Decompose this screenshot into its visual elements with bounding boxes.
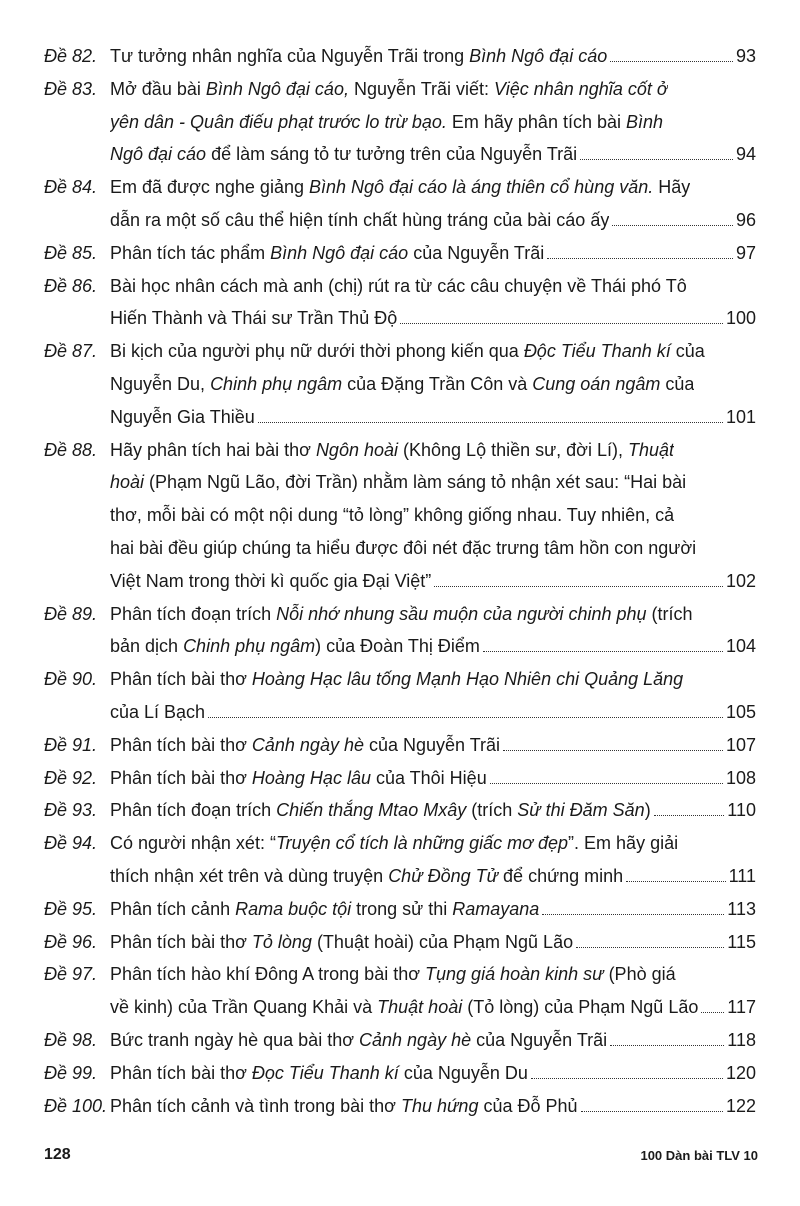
entry-text — [110, 438, 674, 462]
entry-text — [110, 142, 577, 166]
entry-text-segment: Em hãy phân tích bài — [446, 111, 626, 132]
entry-text-segment: Bi kịch của người phụ nữ dưới thời phong kiến qua — [110, 341, 524, 362]
entry-text-segment: Hãy — [653, 177, 691, 198]
entry-text-segment: (Tỏ lòng) của Phạm Ngũ Lão — [462, 997, 699, 1018]
italic-title: hoài — [110, 472, 145, 493]
entry-line — [110, 372, 756, 396]
entry-number: Đề 93. — [44, 800, 98, 821]
toc-entry — [44, 438, 756, 602]
entry-line — [110, 831, 756, 855]
dot-leader — [258, 422, 723, 423]
entry-text — [110, 930, 573, 954]
entry-text — [110, 241, 544, 265]
entry-page-number: 115 — [727, 931, 756, 952]
entry-page-number: 108 — [725, 767, 756, 788]
entry-number: Đề 83. — [44, 78, 98, 99]
entry-text — [110, 405, 255, 429]
entry-text-segment: của Nguyễn Trãi — [408, 242, 545, 263]
toc-entry — [44, 962, 756, 1028]
entry-page-number: 113 — [727, 898, 756, 919]
entry-text-segment: (Thuật hoài) của Phạm Ngũ Lão — [311, 931, 574, 952]
entry-text-segment: Phân tích bài thơ — [110, 767, 252, 788]
toc-entry — [44, 766, 756, 799]
dot-leader — [580, 159, 733, 160]
entry-text-segment: để làm sáng tỏ tư tưởng trên của Nguyễn Trãi — [206, 144, 578, 165]
entry-number: Đề 87. — [44, 341, 98, 362]
entry-text-segment: Mở đầu bài — [110, 78, 206, 99]
entry-text-segment: của — [660, 373, 695, 394]
entry-text — [110, 44, 607, 68]
entry-text-segment: Bài học nhân cách mà anh (chị) rút ra từ các câu chuyện về Thái phó Tô — [110, 275, 687, 296]
entry-text — [110, 667, 683, 691]
entry-text-segment: thích nhận xét trên và dùng truyện — [110, 865, 389, 886]
entry-text — [110, 569, 431, 593]
entry-number: Đề 94. — [44, 833, 98, 854]
entry-line — [110, 77, 756, 101]
entry-text — [110, 798, 651, 822]
italic-title: Ngôn hoài — [315, 439, 399, 460]
entry-text — [110, 1028, 607, 1052]
entry-number: Đề 85. — [44, 242, 98, 263]
entry-text-segment: (Không Lộ thiền sư, đời Lí), — [398, 439, 628, 460]
entry-text-segment: của Đỗ Phủ — [478, 1095, 578, 1116]
entry-text — [110, 602, 693, 626]
entry-number: Đề 92. — [44, 767, 98, 788]
entry-number: Đề 84. — [44, 177, 98, 198]
dot-leader — [576, 947, 724, 948]
entry-number: Đề 100. — [44, 1095, 108, 1116]
italic-title: Tỏ lòng — [251, 931, 312, 952]
entry-number: Đề 89. — [44, 603, 98, 624]
toc-entry — [44, 44, 756, 77]
entry-text — [110, 766, 487, 790]
toc-entry — [44, 733, 756, 766]
entry-line — [110, 1094, 756, 1118]
entry-text — [110, 372, 694, 396]
italic-title: Bình — [626, 111, 664, 132]
entry-text-segment: trong sử thi — [351, 898, 453, 919]
entry-number: Đề 82. — [44, 46, 98, 66]
dot-leader — [490, 783, 723, 784]
entry-line — [110, 1028, 756, 1052]
italic-title: Nỗi nhớ nhung sầu muộn của người chinh phụ — [276, 603, 647, 624]
entry-text-segment: Nguyễn Du, — [110, 373, 211, 394]
italic-title: Truyện cổ tích là những giấc mơ đẹp — [275, 833, 569, 854]
entry-number: Đề 96. — [44, 931, 98, 952]
entry-line — [110, 667, 756, 691]
entry-line — [110, 864, 756, 888]
entry-page-number: 102 — [725, 570, 756, 591]
entry-page-number: 122 — [725, 1095, 756, 1116]
toc-entry — [44, 241, 756, 274]
entry-page-number: 105 — [725, 701, 756, 722]
entry-page-number: 94 — [735, 144, 756, 165]
entry-line — [110, 798, 756, 822]
entry-number: Đề 99. — [44, 1062, 98, 1083]
entry-text-segment: Có người nhận xét: “ — [110, 833, 276, 854]
entry-text — [110, 897, 539, 921]
entry-text-segment: Phân tích tác phẩm — [110, 242, 271, 263]
entry-line — [110, 733, 756, 757]
entry-text-segment: để chứng minh — [498, 865, 624, 886]
entry-text — [110, 110, 663, 134]
entry-line — [110, 175, 756, 199]
entry-text-segment: Phân tích đoạn trích — [110, 800, 277, 821]
entry-text-segment: Phân tích bài thơ — [110, 669, 252, 690]
toc-entry — [44, 930, 756, 963]
italic-title: Chiến thắng Mtao Mxây — [276, 800, 467, 821]
italic-title: Bình Ngô đại cáo là áng thiên cổ hùng văn. — [308, 177, 654, 198]
entry-number: Đề 91. — [44, 734, 98, 755]
entry-page-number: 93 — [735, 46, 756, 66]
italic-title: Bình Ngô đại cáo, — [205, 78, 349, 99]
entry-page-number: 104 — [725, 636, 756, 657]
italic-title: yên dân - Quân điếu phạt trước lo trừ bạo. — [110, 111, 447, 132]
entry-page-number: 96 — [735, 209, 756, 230]
italic-title: Thu hứng — [401, 1095, 479, 1116]
entry-text-segment: của Nguyễn Trãi — [471, 1030, 608, 1050]
entry-text-segment: (trích — [466, 800, 518, 821]
entry-text-segment: Phân tích đoạn trích — [110, 603, 277, 624]
entry-page-number: 107 — [725, 734, 756, 755]
entry-text-segment: Phân tích bài thơ — [110, 1062, 252, 1083]
entry-line — [110, 536, 756, 560]
entry-text-segment: ) — [644, 800, 651, 821]
entry-line — [110, 142, 756, 166]
italic-title: Thuật hoài — [377, 997, 463, 1018]
dot-leader — [610, 1045, 724, 1046]
entry-text — [110, 1061, 528, 1085]
entry-number: Đề 98. — [44, 1030, 98, 1050]
entry-text — [110, 470, 686, 494]
italic-title: Cung oán ngâm — [532, 373, 661, 394]
dot-leader — [434, 586, 723, 587]
entry-text-segment: thơ, mỗi bài có một nội dung “tỏ lòng” không giống nhau. Tuy nhiên, cả — [110, 505, 675, 526]
dot-leader — [531, 1078, 723, 1079]
dot-leader — [208, 717, 723, 718]
entry-text-segment: của — [670, 341, 705, 362]
entry-text — [110, 634, 480, 658]
entry-line — [110, 897, 756, 921]
entry-text — [110, 1094, 578, 1118]
italic-title: Đọc Tiểu Thanh kí — [251, 1062, 399, 1083]
entry-text-segment: Hiến Thành và Thái sư Trần Thủ Độ — [110, 308, 398, 329]
toc-entry — [44, 831, 756, 897]
italic-title: Thuật — [628, 439, 675, 460]
dot-leader — [503, 750, 723, 751]
entry-number: Đề 97. — [44, 964, 98, 985]
italic-title: Chử Đồng Tử — [388, 865, 499, 886]
italic-title: Ramayana — [452, 898, 540, 919]
entry-line — [110, 634, 756, 658]
entry-line — [110, 766, 756, 790]
book-title: 100 Dàn bài TLV 10 — [640, 1148, 758, 1163]
entry-text-segment: Việt Nam trong thời kì quốc gia Đại Việt” — [110, 570, 432, 591]
entry-line — [110, 602, 756, 626]
italic-title: Bình Ngô đại cáo — [270, 242, 409, 263]
entry-text-segment: Nguyễn Trãi viết: — [348, 78, 495, 99]
entry-text-segment: của Lí Bạch — [110, 701, 206, 722]
entry-text — [110, 536, 696, 560]
entry-line — [110, 405, 756, 429]
entry-text — [110, 274, 687, 298]
entry-page-number: 117 — [727, 997, 756, 1018]
entry-page-number: 97 — [735, 242, 756, 263]
entry-text-segment: Bức tranh ngày hè qua bài thơ — [110, 1030, 360, 1050]
entry-line — [110, 569, 756, 593]
entry-text — [110, 77, 668, 101]
toc-entry — [44, 274, 756, 340]
entry-text-segment: của Thôi Hiệu — [370, 767, 487, 788]
dot-leader — [581, 1111, 723, 1112]
entry-line — [110, 470, 756, 494]
entry-line — [110, 274, 756, 298]
dot-leader — [654, 815, 725, 816]
entry-line — [110, 995, 756, 1019]
italic-title: Sử thi Đăm Săn — [517, 800, 645, 821]
dot-leader — [612, 225, 733, 226]
entry-text — [110, 339, 705, 363]
italic-title: Cảnh ngày hè — [359, 1030, 472, 1050]
entry-page-number: 120 — [725, 1062, 756, 1083]
italic-title: Chinh phụ ngâm — [210, 373, 343, 394]
entry-text-segment: (Phò giá — [603, 964, 676, 985]
toc-entry — [44, 1061, 756, 1094]
entry-text — [110, 208, 609, 232]
toc-entry — [44, 175, 756, 241]
entry-text-segment: ”. Em hãy giải — [568, 833, 679, 854]
entry-page-number: 100 — [725, 308, 756, 329]
entry-text-segment: Phân tích hào khí Đông A trong bài thơ — [110, 964, 426, 985]
entry-text-segment: của Nguyễn Trãi — [363, 734, 501, 755]
italic-title: Chinh phụ ngâm — [183, 636, 316, 657]
italic-title: Hoàng Hạc lâu tống Mạnh Hạo Nhiên chi Quảng Lăng — [251, 669, 684, 690]
entry-line — [110, 208, 756, 232]
italic-title: Cảnh ngày hè — [251, 734, 364, 755]
entry-text — [110, 306, 397, 330]
toc-entry — [44, 798, 756, 831]
entry-line — [110, 110, 756, 134]
dot-leader — [483, 651, 723, 652]
entry-line — [110, 339, 756, 363]
entry-text — [110, 700, 205, 724]
entry-text-segment: dẫn ra một số câu thể hiện tính chất hùng tráng của bài cáo ấy — [110, 209, 610, 230]
italic-title: Tụng giá hoàn kinh sư — [425, 964, 604, 985]
toc-entry — [44, 667, 756, 733]
entry-text — [110, 995, 698, 1019]
entry-line — [110, 700, 756, 724]
entry-text-segment: về kinh) của Trần Quang Khải và — [110, 997, 378, 1018]
entry-text-segment: Em đã được nghe giảng — [110, 177, 309, 198]
entry-number: Đề 86. — [44, 275, 98, 296]
entry-number: Đề 90. — [44, 669, 98, 690]
entry-text — [110, 831, 678, 855]
entry-page-number: 101 — [725, 406, 756, 427]
entry-text — [110, 175, 690, 199]
entry-page-number: 111 — [728, 865, 756, 886]
toc-entry — [44, 602, 756, 668]
italic-title: Việc nhân nghĩa cốt ở — [494, 78, 668, 99]
entry-text-segment: của Nguyễn Du — [398, 1062, 528, 1083]
entry-number: Đề 88. — [44, 439, 98, 460]
entry-text — [110, 733, 500, 757]
entry-text-segment: hai bài đều giúp chúng ta hiểu được đôi nét đặc trưng tâm hồn con người — [110, 537, 697, 558]
entry-text-segment: Tư tưởng nhân nghĩa của Nguyễn Trãi trong — [110, 46, 470, 66]
italic-title: Rama buộc tội — [235, 898, 352, 919]
toc-entry — [44, 1094, 756, 1127]
entry-text-segment: ) của Đoàn Thị Điểm — [315, 636, 480, 657]
italic-title: Hoàng Hạc lâu — [251, 767, 371, 788]
entry-text-segment: Phân tích cảnh — [110, 898, 236, 919]
dot-leader — [626, 881, 725, 882]
entry-text — [110, 503, 674, 527]
entry-text-segment: Phân tích bài thơ — [110, 734, 252, 755]
entry-text-segment: bản dịch — [110, 636, 184, 657]
entry-text-segment: (Phạm Ngũ Lão, đời Trần) nhằm làm sáng tỏ nhận xét sau: “Hai bài — [144, 472, 687, 493]
toc-entry — [44, 339, 756, 437]
entry-text-segment: của Đặng Trần Côn và — [342, 373, 533, 394]
entry-line — [110, 438, 756, 462]
dot-leader — [610, 61, 733, 62]
entry-line — [110, 306, 756, 330]
entry-line — [110, 503, 756, 527]
italic-title: Bình Ngô đại cáo — [469, 46, 608, 66]
dot-leader — [542, 914, 724, 915]
entry-line — [110, 962, 756, 986]
entry-page-number: 118 — [727, 1030, 756, 1050]
entry-number: Đề 95. — [44, 898, 98, 919]
entry-text — [110, 962, 676, 986]
entry-line — [110, 1061, 756, 1085]
entry-page-number: 110 — [727, 800, 756, 821]
dot-leader — [701, 1012, 724, 1013]
entry-text-segment: Hãy phân tích hai bài thơ — [110, 439, 316, 460]
dot-leader — [547, 258, 733, 259]
entry-line — [110, 930, 756, 954]
dot-leader — [400, 323, 723, 324]
page-number: 128 — [44, 1146, 71, 1163]
entry-text-segment: Nguyễn Gia Thiều — [110, 406, 255, 427]
entry-text — [110, 864, 623, 888]
toc-entry — [44, 77, 756, 175]
entry-text-segment: Phân tích cảnh và tình trong bài thơ — [110, 1095, 401, 1116]
entry-text-segment: (trích — [646, 603, 693, 624]
toc-entry — [44, 897, 756, 930]
entry-text-segment: Phân tích bài thơ — [110, 931, 252, 952]
entry-line — [110, 241, 756, 265]
toc-entry — [44, 1028, 756, 1061]
italic-title: Ngô đại cáo — [110, 144, 207, 165]
entry-line — [110, 44, 756, 68]
italic-title: Độc Tiểu Thanh kí — [523, 341, 671, 362]
